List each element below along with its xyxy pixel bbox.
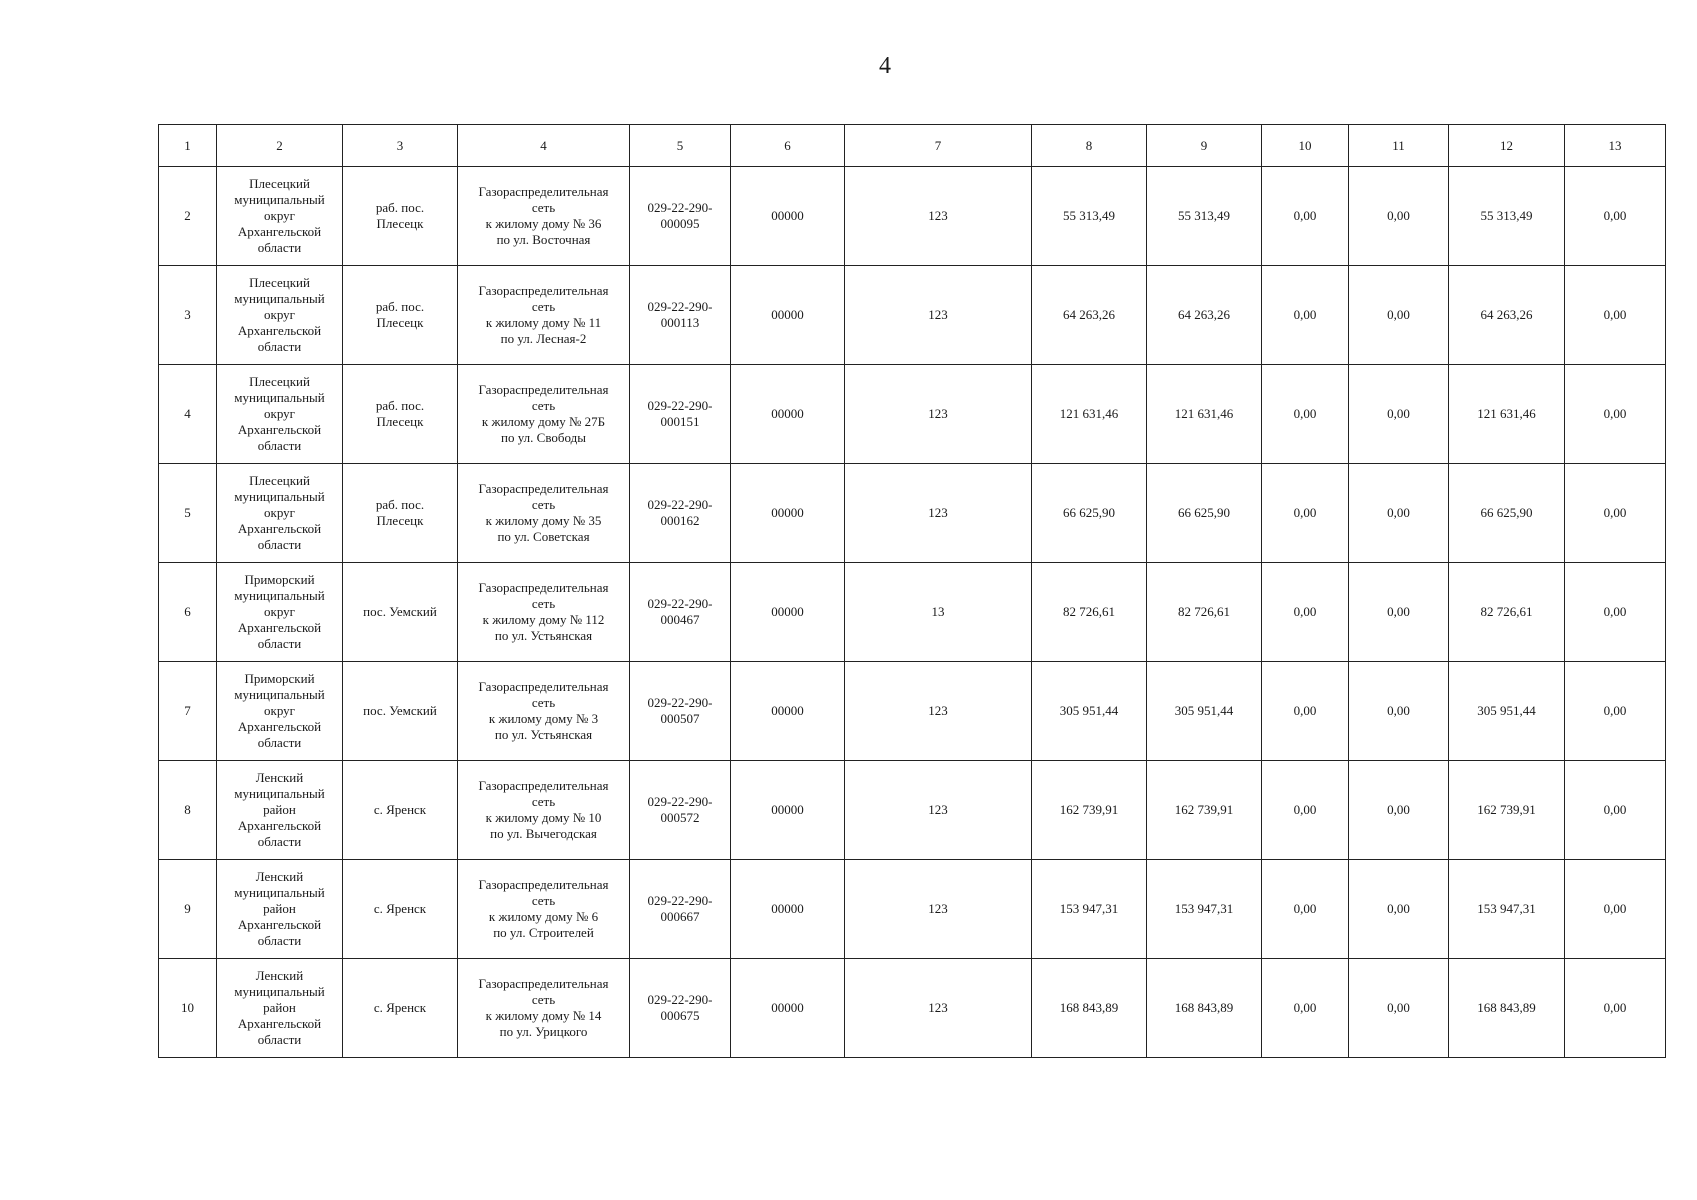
column-header: 11 — [1349, 125, 1449, 167]
cell-col-10: 0,00 — [1262, 761, 1349, 860]
cell-line: к жилому дому № 10 — [485, 810, 602, 825]
cell-line: по ул. Вычегодская — [490, 826, 597, 841]
cell-col-10: 0,00 — [1262, 959, 1349, 1058]
cell-municipality — [217, 563, 343, 662]
cell-line: муниципальный — [234, 291, 325, 306]
cell-col-12: 121 631,46 — [1449, 365, 1565, 464]
cell-line: сеть — [531, 497, 556, 512]
cell-line: сеть — [531, 992, 556, 1007]
cell-settlement — [343, 365, 458, 464]
cell-line: к жилому дому № 27Б — [481, 414, 606, 429]
cell-line: по ул. Свободы — [501, 430, 586, 445]
cell-line: муниципальный — [234, 984, 325, 999]
cell-col-13: 0,00 — [1565, 959, 1666, 1058]
cell-row-number: 10 — [159, 959, 217, 1058]
cell-col-8: 82 726,61 — [1032, 563, 1147, 662]
cell-line: Архангельской — [237, 620, 322, 635]
cell-line: раб. пос. — [375, 398, 425, 413]
cell-line: 029-22-290- — [647, 200, 713, 215]
cell-col-13: 0,00 — [1565, 662, 1666, 761]
cell-col-11: 0,00 — [1349, 167, 1449, 266]
cell-line: муниципальный — [234, 588, 325, 603]
cell-line: с. Яренск — [373, 1000, 427, 1015]
cell-col-10: 0,00 — [1262, 266, 1349, 365]
cell-col-8: 66 625,90 — [1032, 464, 1147, 563]
cell-col-6: 00000 — [731, 167, 845, 266]
cell-col-11: 0,00 — [1349, 662, 1449, 761]
cell-line: Плесецкий — [249, 176, 310, 191]
cell-object — [458, 761, 630, 860]
cell-col-9: 55 313,49 — [1147, 167, 1262, 266]
cell-row-number: 9 — [159, 860, 217, 959]
cell-col-9: 82 726,61 — [1147, 563, 1262, 662]
cell-line: 000151 — [660, 414, 700, 429]
cell-line: с. Яренск — [373, 802, 427, 817]
cell-line: Газораспределительная — [478, 184, 609, 199]
cell-line: Архангельской — [237, 917, 322, 932]
cell-col-8: 55 313,49 — [1032, 167, 1147, 266]
column-header: 2 — [217, 125, 343, 167]
cell-row-number: 5 — [159, 464, 217, 563]
column-header: 10 — [1262, 125, 1349, 167]
cell-col-8: 153 947,31 — [1032, 860, 1147, 959]
cell-col-12: 305 951,44 — [1449, 662, 1565, 761]
cell-col-10: 0,00 — [1262, 662, 1349, 761]
cell-col-10: 0,00 — [1262, 563, 1349, 662]
cell-line: Газораспределительная — [478, 877, 609, 892]
cell-line: 000095 — [660, 216, 700, 231]
cell-col-13: 0,00 — [1565, 167, 1666, 266]
cell-line: по ул. Лесная-2 — [500, 331, 587, 346]
cell-line: по ул. Устьянская — [494, 628, 593, 643]
cell-col-11: 0,00 — [1349, 563, 1449, 662]
cell-col-10: 0,00 — [1262, 464, 1349, 563]
cell-line: Архангельской — [237, 224, 322, 239]
cell-code — [630, 167, 731, 266]
cell-col-11: 0,00 — [1349, 860, 1449, 959]
cell-line: сеть — [531, 893, 556, 908]
cell-line: Плесецкий — [249, 473, 310, 488]
cell-line: 029-22-290- — [647, 596, 713, 611]
table-row — [159, 761, 1666, 860]
cell-line: муниципальный — [234, 885, 325, 900]
cell-settlement — [343, 167, 458, 266]
column-header: 3 — [343, 125, 458, 167]
table-row — [159, 365, 1666, 464]
cell-col-9: 168 843,89 — [1147, 959, 1262, 1058]
cell-line: Газораспределительная — [478, 778, 609, 793]
cell-line: Газораспределительная — [478, 580, 609, 595]
cell-line: Архангельской — [237, 422, 322, 437]
cell-line: 000162 — [660, 513, 700, 528]
cell-line: 000667 — [660, 909, 700, 924]
cell-row-number: 6 — [159, 563, 217, 662]
cell-line: к жилому дому № 112 — [482, 612, 605, 627]
cell-line: Архангельской — [237, 719, 322, 734]
cell-line: 029-22-290- — [647, 695, 713, 710]
cell-settlement — [343, 662, 458, 761]
cell-line: муниципальный — [234, 192, 325, 207]
cell-line: по ул. Урицкого — [499, 1024, 588, 1039]
cell-municipality — [217, 662, 343, 761]
cell-col-12: 66 625,90 — [1449, 464, 1565, 563]
cell-line: округ — [264, 307, 295, 322]
table-row — [159, 563, 1666, 662]
header-row — [159, 125, 1666, 167]
column-header: 1 — [159, 125, 217, 167]
cell-col-10: 0,00 — [1262, 860, 1349, 959]
cell-col-9: 66 625,90 — [1147, 464, 1262, 563]
cell-line: округ — [264, 406, 295, 421]
cell-line: области — [257, 636, 302, 651]
cell-line: области — [257, 933, 302, 948]
cell-line: Архангельской — [237, 818, 322, 833]
cell-col-6: 00000 — [731, 761, 845, 860]
cell-col-6: 00000 — [731, 662, 845, 761]
column-header: 9 — [1147, 125, 1262, 167]
cell-line: район — [263, 1000, 296, 1015]
cell-line: к жилому дому № 11 — [485, 315, 602, 330]
cell-row-number: 8 — [159, 761, 217, 860]
cell-col-7: 123 — [845, 959, 1032, 1058]
cell-line: Плесецк — [376, 414, 424, 429]
cell-line: Газораспределительная — [478, 976, 609, 991]
cell-line: округ — [264, 703, 295, 718]
cell-col-12: 55 313,49 — [1449, 167, 1565, 266]
cell-settlement — [343, 563, 458, 662]
cell-line: к жилому дому № 6 — [488, 909, 599, 924]
cell-line: пос. Уемский — [363, 703, 437, 718]
column-header: 4 — [458, 125, 630, 167]
cell-col-7: 123 — [845, 266, 1032, 365]
cell-col-13: 0,00 — [1565, 761, 1666, 860]
cell-line: Архангельской — [237, 323, 322, 338]
cell-col-6: 00000 — [731, 860, 845, 959]
cell-col-11: 0,00 — [1349, 761, 1449, 860]
cell-line: Плесецкий — [249, 374, 310, 389]
table-row — [159, 959, 1666, 1058]
table-row — [159, 860, 1666, 959]
cell-object — [458, 464, 630, 563]
cell-line: по ул. Строителей — [493, 925, 594, 940]
cell-line: раб. пос. — [375, 497, 425, 512]
cell-col-8: 121 631,46 — [1032, 365, 1147, 464]
cell-col-13: 0,00 — [1565, 860, 1666, 959]
cell-municipality — [217, 959, 343, 1058]
cell-col-7: 123 — [845, 167, 1032, 266]
cell-line: муниципальный — [234, 489, 325, 504]
cell-col-7: 13 — [845, 563, 1032, 662]
cell-col-8: 162 739,91 — [1032, 761, 1147, 860]
cell-line: раб. пос. — [375, 299, 425, 314]
cell-line: раб. пос. — [375, 200, 425, 215]
cell-col-6: 00000 — [731, 959, 845, 1058]
cell-line: пос. Уемский — [363, 604, 437, 619]
cell-line: Ленский — [255, 869, 304, 884]
cell-line: 000467 — [660, 612, 700, 627]
cell-line: Архангельской — [237, 521, 322, 536]
cell-col-11: 0,00 — [1349, 365, 1449, 464]
cell-line: к жилому дому № 35 — [485, 513, 602, 528]
cell-col-6: 00000 — [731, 464, 845, 563]
cell-line: округ — [264, 208, 295, 223]
cell-line: Плесецк — [376, 315, 424, 330]
cell-col-9: 121 631,46 — [1147, 365, 1262, 464]
cell-row-number: 2 — [159, 167, 217, 266]
data-table — [158, 124, 1666, 1058]
cell-line: 029-22-290- — [647, 893, 713, 908]
column-header: 6 — [731, 125, 845, 167]
cell-line: Газораспределительная — [478, 382, 609, 397]
cell-settlement — [343, 464, 458, 563]
cell-line: Газораспределительная — [478, 481, 609, 496]
cell-col-8: 305 951,44 — [1032, 662, 1147, 761]
cell-line: сеть — [531, 398, 556, 413]
cell-code — [630, 266, 731, 365]
cell-row-number: 4 — [159, 365, 217, 464]
cell-municipality — [217, 266, 343, 365]
cell-col-7: 123 — [845, 761, 1032, 860]
cell-line: Архангельской — [237, 1016, 322, 1031]
cell-line: по ул. Восточная — [496, 232, 591, 247]
cell-object — [458, 959, 630, 1058]
cell-col-9: 64 263,26 — [1147, 266, 1262, 365]
cell-municipality — [217, 365, 343, 464]
cell-col-8: 168 843,89 — [1032, 959, 1147, 1058]
cell-line: сеть — [531, 200, 556, 215]
cell-line: муниципальный — [234, 390, 325, 405]
cell-col-12: 82 726,61 — [1449, 563, 1565, 662]
cell-object — [458, 860, 630, 959]
cell-line: Газораспределительная — [478, 679, 609, 694]
cell-municipality — [217, 761, 343, 860]
cell-col-13: 0,00 — [1565, 365, 1666, 464]
table-row — [159, 464, 1666, 563]
cell-line: области — [257, 834, 302, 849]
cell-settlement — [343, 761, 458, 860]
cell-line: 000113 — [660, 315, 700, 330]
cell-line: по ул. Советская — [497, 529, 590, 544]
cell-col-9: 162 739,91 — [1147, 761, 1262, 860]
cell-code — [630, 365, 731, 464]
table-body — [159, 167, 1666, 1058]
cell-line: 000572 — [660, 810, 700, 825]
cell-row-number: 7 — [159, 662, 217, 761]
cell-line: с. Яренск — [373, 901, 427, 916]
cell-line: области — [257, 438, 302, 453]
cell-line: сеть — [531, 695, 556, 710]
cell-line: 029-22-290- — [647, 299, 713, 314]
cell-col-7: 123 — [845, 662, 1032, 761]
cell-settlement — [343, 860, 458, 959]
cell-line: 029-22-290- — [647, 794, 713, 809]
cell-line: Плесецк — [376, 216, 424, 231]
cell-line: сеть — [531, 596, 556, 611]
cell-code — [630, 959, 731, 1058]
cell-col-8: 64 263,26 — [1032, 266, 1147, 365]
cell-line: Ленский — [255, 968, 304, 983]
cell-line: 029-22-290- — [647, 398, 713, 413]
cell-line: муниципальный — [234, 786, 325, 801]
column-header: 13 — [1565, 125, 1666, 167]
cell-line: сеть — [531, 299, 556, 314]
cell-col-9: 153 947,31 — [1147, 860, 1262, 959]
cell-line: области — [257, 240, 302, 255]
cell-line: области — [257, 537, 302, 552]
cell-line: области — [257, 735, 302, 750]
cell-col-6: 00000 — [731, 266, 845, 365]
cell-line: 000507 — [660, 711, 700, 726]
cell-line: муниципальный — [234, 687, 325, 702]
cell-line: 029-22-290- — [647, 992, 713, 1007]
cell-object — [458, 266, 630, 365]
cell-municipality — [217, 464, 343, 563]
cell-row-number: 3 — [159, 266, 217, 365]
cell-col-9: 305 951,44 — [1147, 662, 1262, 761]
cell-line: Приморский — [244, 671, 315, 686]
cell-line: округ — [264, 604, 295, 619]
cell-line: к жилому дому № 3 — [488, 711, 599, 726]
cell-line: сеть — [531, 794, 556, 809]
cell-line: Газораспределительная — [478, 283, 609, 298]
cell-line: район — [263, 901, 296, 916]
page-number: 4 — [879, 53, 891, 79]
cell-settlement — [343, 266, 458, 365]
cell-line: район — [263, 802, 296, 817]
cell-col-6: 00000 — [731, 563, 845, 662]
cell-object — [458, 662, 630, 761]
cell-col-11: 0,00 — [1349, 266, 1449, 365]
cell-col-12: 153 947,31 — [1449, 860, 1565, 959]
cell-col-12: 168 843,89 — [1449, 959, 1565, 1058]
cell-object — [458, 365, 630, 464]
column-header: 12 — [1449, 125, 1565, 167]
cell-line: к жилому дому № 14 — [485, 1008, 602, 1023]
cell-object — [458, 167, 630, 266]
cell-line: области — [257, 339, 302, 354]
cell-col-13: 0,00 — [1565, 266, 1666, 365]
cell-col-10: 0,00 — [1262, 167, 1349, 266]
cell-col-13: 0,00 — [1565, 563, 1666, 662]
column-header: 8 — [1032, 125, 1147, 167]
cell-col-12: 64 263,26 — [1449, 266, 1565, 365]
cell-line: к жилому дому № 36 — [485, 216, 602, 231]
table-row — [159, 662, 1666, 761]
column-header: 7 — [845, 125, 1032, 167]
cell-col-10: 0,00 — [1262, 365, 1349, 464]
cell-col-13: 0,00 — [1565, 464, 1666, 563]
cell-line: 029-22-290- — [647, 497, 713, 512]
cell-municipality — [217, 167, 343, 266]
table-row — [159, 266, 1666, 365]
cell-col-12: 162 739,91 — [1449, 761, 1565, 860]
cell-code — [630, 761, 731, 860]
cell-line: 000675 — [660, 1008, 700, 1023]
cell-col-7: 123 — [845, 464, 1032, 563]
cell-line: Ленский — [255, 770, 304, 785]
cell-col-11: 0,00 — [1349, 959, 1449, 1058]
cell-code — [630, 860, 731, 959]
cell-line: Плесецк — [376, 513, 424, 528]
cell-col-6: 00000 — [731, 365, 845, 464]
table-row — [159, 167, 1666, 266]
cell-col-7: 123 — [845, 365, 1032, 464]
cell-line: по ул. Устьянская — [494, 727, 593, 742]
cell-municipality — [217, 860, 343, 959]
cell-line: Плесецкий — [249, 275, 310, 290]
cell-settlement — [343, 959, 458, 1058]
column-header: 5 — [630, 125, 731, 167]
cell-line: области — [257, 1032, 302, 1047]
cell-col-11: 0,00 — [1349, 464, 1449, 563]
cell-code — [630, 563, 731, 662]
cell-col-7: 123 — [845, 860, 1032, 959]
cell-line: Приморский — [244, 572, 315, 587]
cell-object — [458, 563, 630, 662]
cell-code — [630, 662, 731, 761]
cell-line: округ — [264, 505, 295, 520]
cell-code — [630, 464, 731, 563]
